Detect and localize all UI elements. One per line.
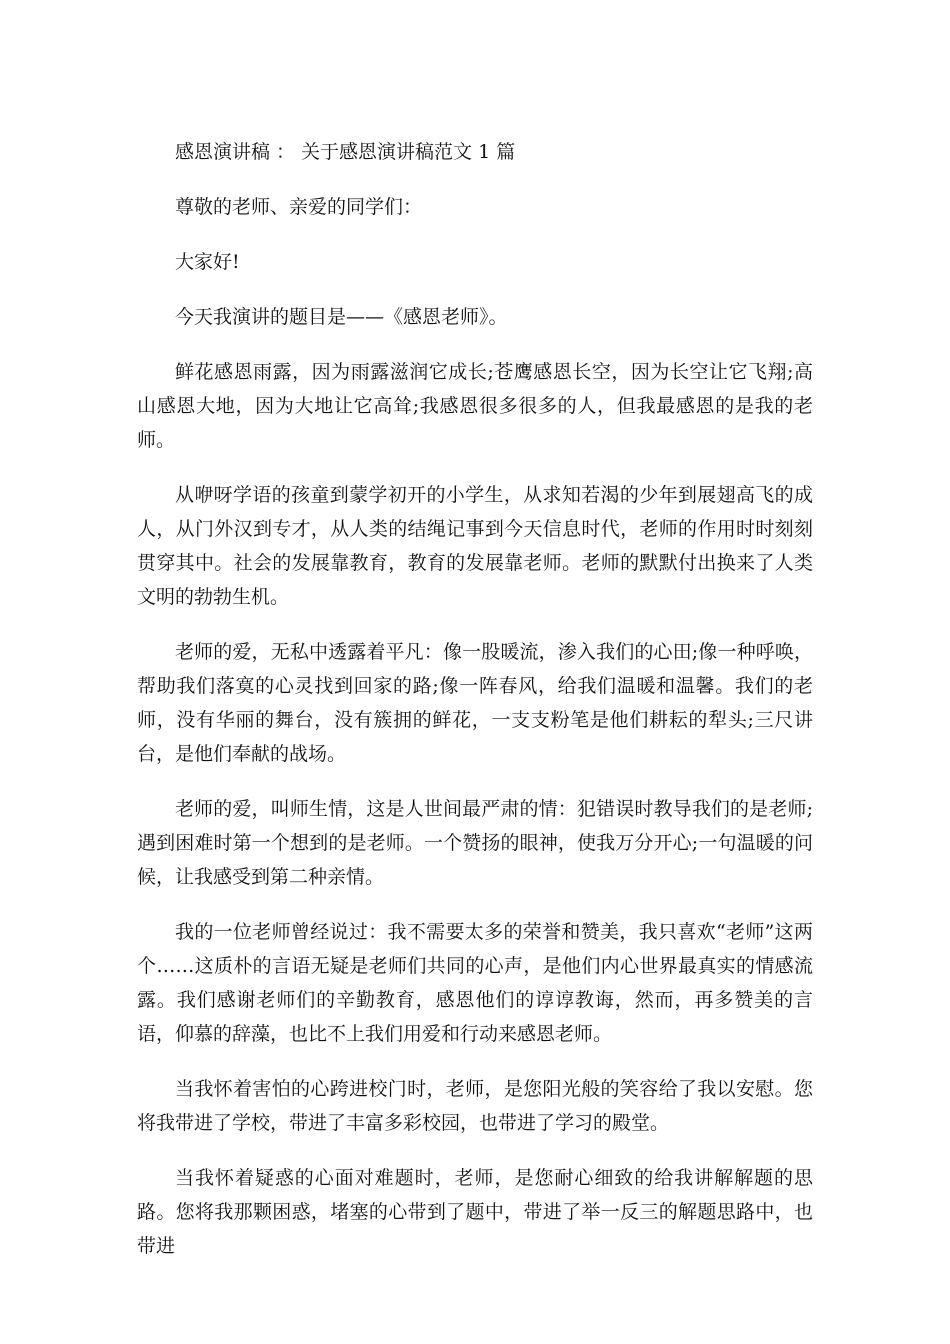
paragraph: 鲜花感恩雨露，因为雨露滋润它成长;苍鹰感恩长空，因为长空让它飞翔;高山感恩大地，因为大地让它高耸;我感恩很多很多的人，但我最感恩的是我的老师。 — [137, 361, 813, 451]
paragraph: 当我怀着疑惑的心面对难题时，老师，是您耐心细致的给我讲解解题的思路。您将我那颗困惑，堵塞的心带到了题中，带进了举一反三的解题思路中，也带进 — [137, 1167, 813, 1257]
title-right: 关于感恩演讲稿范文 1 篇 — [301, 141, 516, 163]
document-body — [137, 135, 813, 1284]
paragraph: 老师的爱，叫师生情，这是人世间最严肃的情：犯错误时教导我们的是老师;遇到困难时第一个想到的是老师。一个赞扬的眼神，使我万分开心;一句温暖的问候，让我感受到第二种亲情。 — [137, 798, 813, 888]
paragraph: 老师的爱，无私中透露着平凡：像一股暖流，渗入我们的心田;像一种呼唤，帮助我们落寞的心灵找到回家的路;像一阵春风，给我们温暖和温馨。我们的老师，没有华丽的舞台，没有簇拥的鲜花，一支支粉笔是他们耕耘的犁头;三尺讲台，是他们奉献的战场。 — [137, 641, 813, 765]
title-left: 感恩演讲稿 — [175, 141, 271, 163]
document-title — [137, 135, 813, 169]
paragraph: 我的一位老师曾经说过：我不需要太多的荣誉和赞美，我只喜欢“老师”这两个……这质朴的言语无疑是老师们共同的心声，是他们内心世界最真实的情感流露。我们感谢老师们的辛勤教育，感恩他们的谆谆教诲，然而，再多赞美的言语，仰慕的辞藻，也比不上我们用爱和行动来感恩老师。 — [137, 921, 813, 1045]
title-separator: ： — [276, 141, 296, 163]
paragraph: 从咿呀学语的孩童到蒙学初开的小学生，从求知若渴的少年到展翅高飞的成人，从门外汉到专才，从人类的结绳记事到今天信息时代，老师的作用时时刻刻贯穿其中。社会的发展靠教育，教育的发展靠老师。老师的默默付出换来了人类文明的勃勃生机。 — [137, 484, 813, 608]
greeting: 大家好! — [175, 251, 240, 273]
topic-intro: 今天我演讲的题目是——《感恩老师》。 — [175, 306, 508, 328]
salutation: 尊敬的老师、亲爱的同学们： — [175, 196, 423, 218]
paragraph: 当我怀着害怕的心跨进校门时，老师，是您阳光般的笑容给了我以安慰。您将我带进了学校，带进了丰富多彩校园，也带进了学习的殿堂。 — [137, 1078, 813, 1134]
